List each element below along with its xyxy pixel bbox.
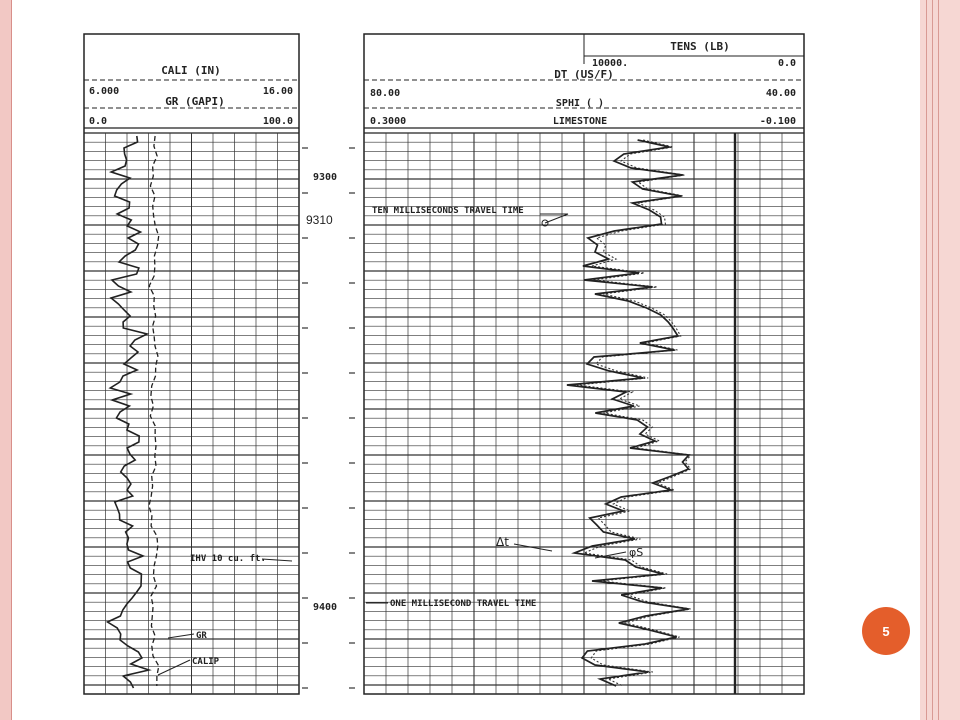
cali-max-label: 16.00	[262, 86, 293, 97]
depth-9300: 9300	[313, 172, 338, 183]
caliper-curve	[149, 136, 159, 686]
depth-track	[302, 148, 355, 688]
tens-left-label: 10000.	[592, 58, 629, 69]
phi-s-annotation: φS	[629, 546, 644, 559]
one-ms-annotation: ONE MILLISECOND TRAVEL TIME	[390, 599, 537, 609]
gr-title: GR (GAPI)	[165, 95, 225, 108]
tens-title: TENS (LB)	[670, 40, 730, 53]
cali-title: CALI (IN)	[161, 64, 221, 77]
gr-min-label: 0.0	[89, 116, 108, 127]
ten-ms-annotation: TEN MILLISECONDS TRAVEL TIME	[372, 206, 524, 216]
gr-pointer	[168, 634, 194, 638]
dt-left-label: 80.00	[370, 88, 401, 99]
calip-annotation: CALIP	[192, 657, 220, 667]
cali-min-label: 6.000	[89, 86, 120, 97]
sphi-left-label: 0.3000	[370, 116, 407, 127]
tens-right-label: 0.0	[777, 58, 796, 69]
gr-annotation: GR	[196, 631, 207, 641]
sphi-title: SPHI ( )	[555, 98, 605, 109]
sphi-curve	[577, 140, 691, 686]
dt-title: DT (US/F)	[554, 68, 614, 81]
delta-t-annotation: Δt	[496, 535, 509, 549]
left-grid	[84, 133, 299, 694]
right-grid	[364, 133, 804, 694]
depth-9400: 9400	[313, 602, 338, 613]
ihv-arrow	[262, 559, 292, 561]
page-number-badge: 5	[862, 607, 910, 655]
gr-curve	[108, 136, 149, 688]
ten-ms-pointer	[540, 214, 568, 223]
left-track	[84, 34, 299, 694]
lithology-label: LIMESTONE	[552, 116, 608, 127]
gr-max-label: 100.0	[262, 116, 293, 127]
depth-9310: 9310	[306, 213, 333, 227]
right-track	[364, 34, 804, 694]
dt-right-label: 40.00	[765, 88, 796, 99]
sphi-right-label: -0.100	[759, 116, 796, 127]
calip-pointer	[158, 660, 190, 675]
ihv-annotation: IHV 10 cu. ft.	[190, 554, 266, 564]
